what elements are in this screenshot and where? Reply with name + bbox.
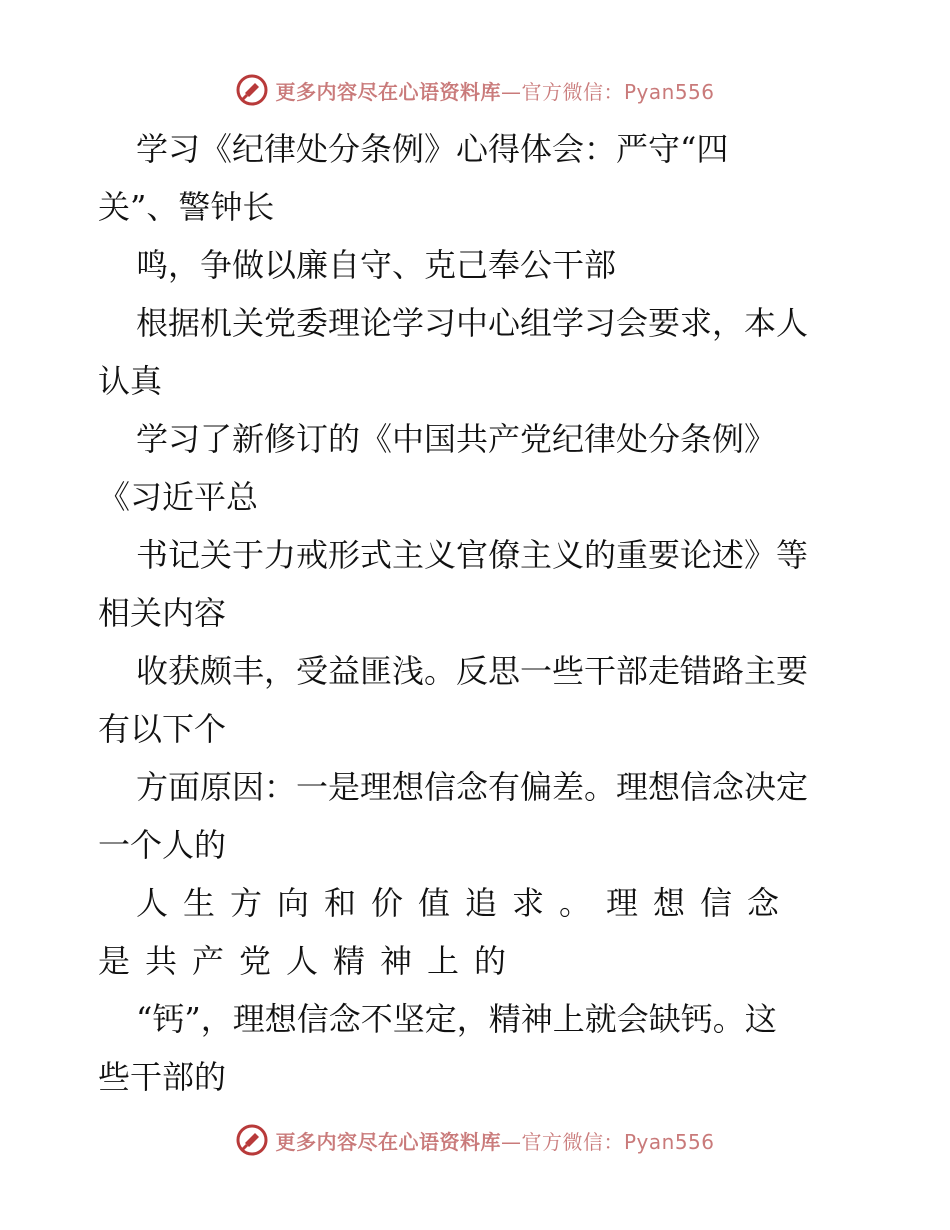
banner-text — [275, 76, 714, 105]
paragraph-line: 是共产党人精神上的 — [98, 942, 522, 980]
header-watermark-banner — [0, 70, 950, 110]
banner-dash: — — [500, 79, 522, 104]
brand-logo-icon — [235, 1123, 269, 1157]
paragraph-line: 有以下个 — [98, 710, 227, 748]
title-line-2: 关”、警钟长 — [98, 188, 275, 226]
footer-watermark-banner — [0, 1120, 950, 1160]
paragraph-line: 些干部的 — [98, 1058, 227, 1096]
paragraph-line: 《习近平总 — [98, 478, 259, 516]
paragraph-line: 一个人的 — [98, 826, 227, 864]
banner-wechat-label: 官方微信： — [521, 79, 624, 104]
banner-wechat-id: Pyan556 — [623, 79, 715, 104]
document-body — [98, 120, 858, 1106]
paragraph-line: “钙”，理想信念不坚定，精神上就会缺钙。这 — [136, 1000, 777, 1038]
banner-text — [275, 1126, 714, 1155]
banner-dash: — — [500, 1129, 522, 1154]
paragraph-line: 相关内容 — [98, 594, 227, 632]
brand-logo-icon — [235, 73, 269, 107]
paragraph-line: 人生方向和价值追求。理想信念 — [136, 884, 795, 922]
banner-site-name: 更多内容尽在心语资料库 — [275, 1129, 501, 1154]
paragraph-line: 根据机关党委理论学习中心组学习会要求，本人 — [136, 304, 809, 342]
banner-wechat-id: Pyan556 — [623, 1129, 715, 1154]
paragraph-line: 学习了新修订的《中国共产党纪律处分条例》 — [136, 420, 777, 458]
paragraph-line: 书记关于力戒形式主义官僚主义的重要论述》等 — [136, 536, 809, 574]
banner-site-name: 更多内容尽在心语资料库 — [275, 79, 501, 104]
paragraph-line: 收获颇丰，受益匪浅。反思一些干部走错路主要 — [136, 652, 809, 690]
title-line-3: 鸣，争做以廉自守、克己奉公干部 — [136, 246, 617, 284]
title-line-1: 学习《纪律处分条例》心得体会：严守“四 — [136, 130, 729, 168]
paragraph-line: 认真 — [98, 362, 163, 400]
paragraph-line: 方面原因：一是理想信念有偏差。理想信念决定 — [136, 768, 809, 806]
banner-wechat-label: 官方微信： — [521, 1129, 624, 1154]
